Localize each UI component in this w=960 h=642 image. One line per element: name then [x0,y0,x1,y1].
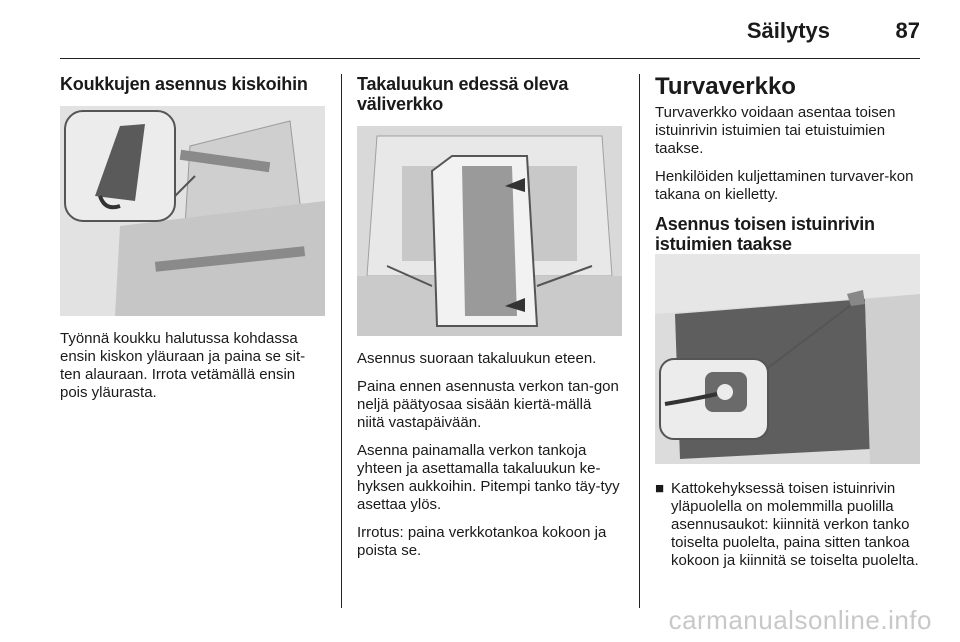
safety-net-bullet [655,480,923,570]
column-tailgate-net [357,74,622,570]
header-page-number: 87 [895,18,920,43]
tailgate-net-heading: Takaluukun edessä oleva väliverkko [357,74,569,114]
hooks-paragraph: Työnnä koukku halutussa kohdassa ensin kiskon yläuraan ja paina se sit-ten alauraan. Irrota vetämällä ensin pois yläurasta. [60,330,306,401]
tailgate-net-paragraph-3: Asenna painamalla verkon tankoja yhteen ja asettamalla takaluukun ke-hyksen aukkoihin. Pitempi tanko täy-tyy asettaa ylös. [357,442,620,513]
safety-net-paragraph-2: Henkilöiden kuljettaminen turvaver-kon takana on kielletty. [655,168,914,203]
column-divider-right [639,74,640,608]
safety-net-illustration [655,254,920,464]
column-safety-net [655,74,923,570]
safety-net-bullet-text: Kattokehyksessä toisen istuinrivin yläpuolella on molemmilla puolilla asennusaukot: kiinnitä verkon tanko toiselta puolelta, paina sitten tankoa kokoon ja kiinnitä se toiselta puolelta. [671,480,919,569]
header-section-title: Säilytys [746,18,830,43]
safety-net-title: Turvaverkko [655,73,796,100]
tailgate-net-paragraph-2: Paina ennen asennusta verkon tan-gon neljä päätyosaa sisään kiertä-mällä niitä vastapäivään. [357,378,619,431]
safety-net-paragraph-1: Turvaverkko voidaan asentaa toisen istuinrivin istuimien tai etuistuimien taakse. [655,104,896,157]
header-rule [60,58,920,59]
safety-net-subheading: Asennus toisen istuinrivin istuimien taakse [655,214,875,254]
tailgate-net-illustration [357,126,622,336]
hooks-heading: Koukkujen asennus kiskoihin [60,74,308,94]
tailgate-net-paragraph-1: Asennus suoraan takaluukun eteen. [357,350,597,367]
hooks-illustration [60,106,325,316]
column-hooks [60,74,325,412]
column-divider-left [341,74,342,608]
watermark: carmanualsonline.info [668,605,932,635]
bullet-square-icon: ■ [655,480,665,497]
tailgate-net-paragraph-4: Irrotus: paina verkkotankoa kokoon ja poista se. [357,524,607,559]
